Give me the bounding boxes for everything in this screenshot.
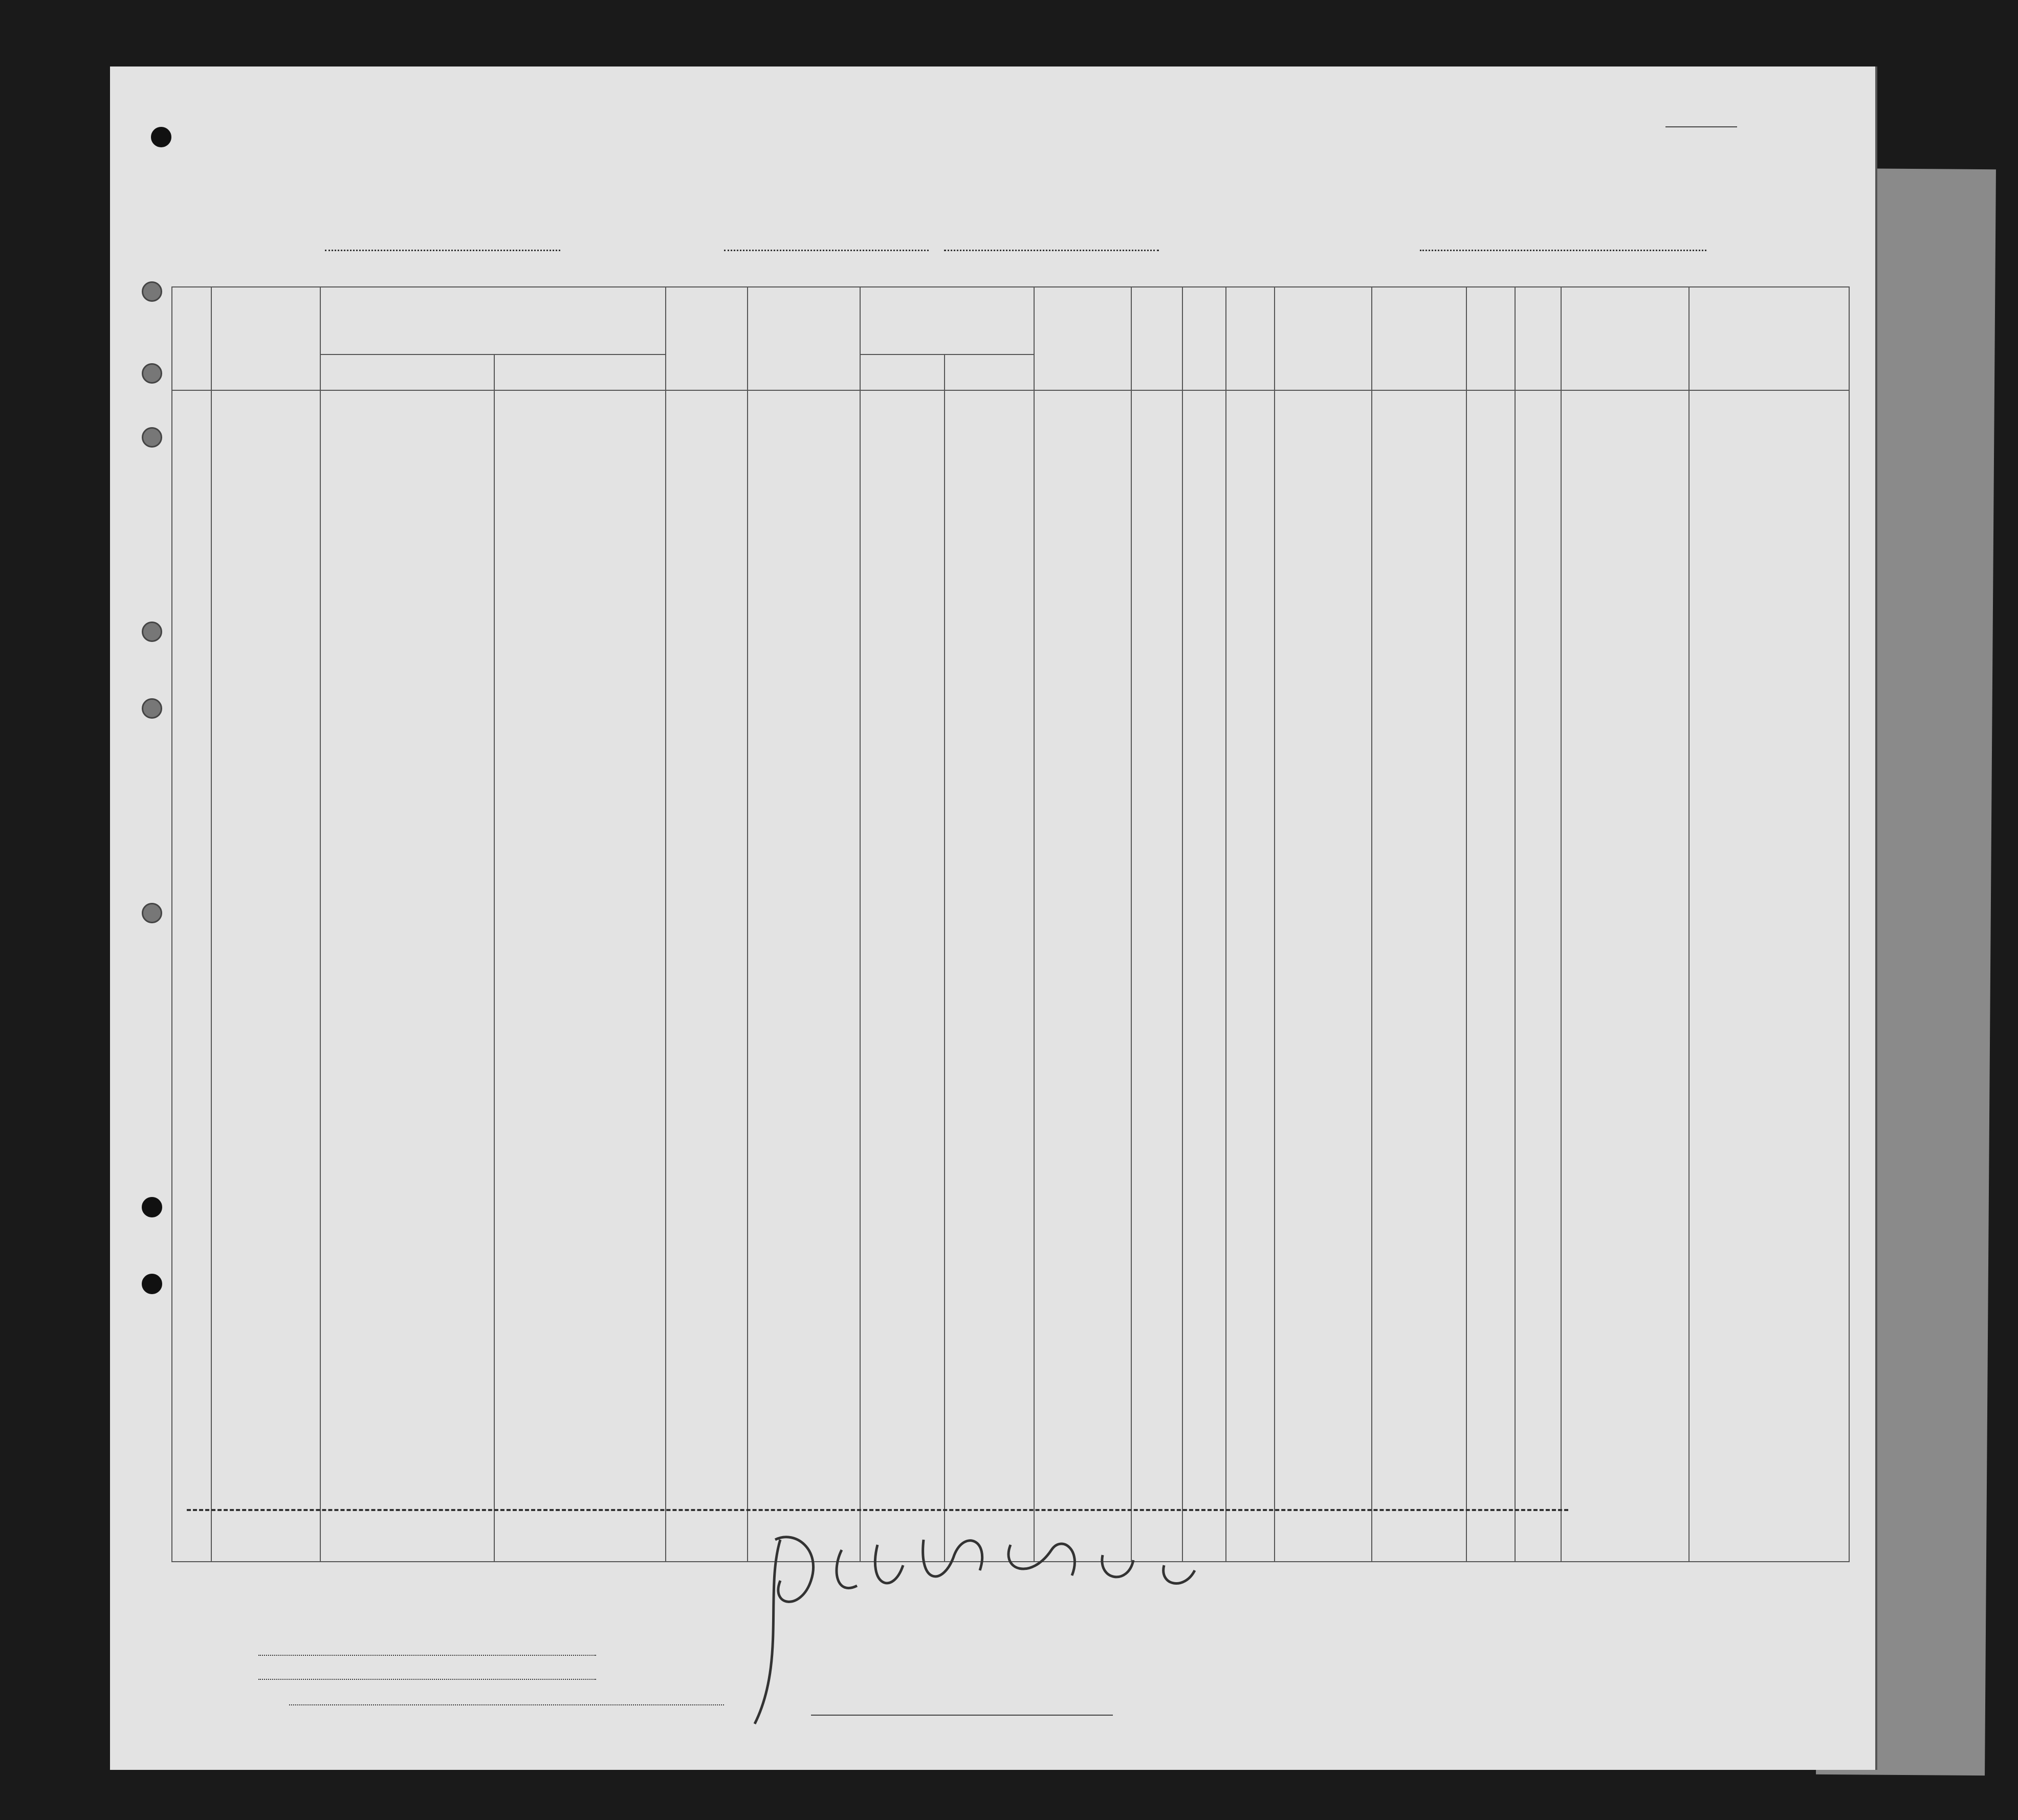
arrival-date [944,250,1159,251]
punch-hole [142,622,162,642]
inspector-signature-line [811,1715,1113,1716]
sheet-value [1665,126,1737,127]
agents-value [289,1704,724,1705]
col-header-race [1274,293,1371,318]
manifest-sheet [110,66,1877,1770]
line-value [258,1655,596,1656]
sheet-number [1665,116,1737,131]
col-header-sex [1225,293,1274,318]
punch-hole [142,363,162,384]
punch-hole [142,281,162,302]
col-header-name [320,293,665,300]
punch-hole [142,427,162,448]
col-header-height [1466,293,1515,318]
vessel-name [325,250,560,251]
punch-hole [142,698,162,719]
owners-value [258,1679,596,1680]
col-header-weight [1515,293,1561,318]
col-header-nationality [1371,293,1466,318]
punch-hole [142,1197,162,1217]
punch-hole [142,1274,162,1294]
crew-table [171,286,1850,1562]
inspector-signature [724,1509,1287,1765]
arriving-port [724,250,929,251]
col-header-age [1182,293,1225,318]
punch-hole [151,127,171,147]
col-header-shipped [860,293,1034,300]
punch-hole [142,903,162,923]
from-port [1420,250,1706,251]
col-header-marks [1561,293,1688,303]
